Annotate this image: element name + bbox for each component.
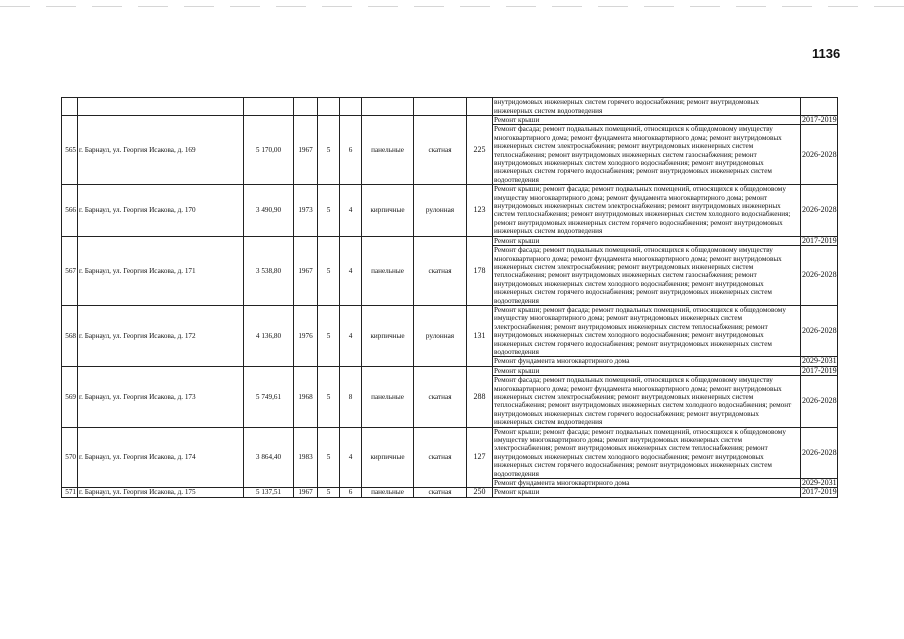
cell-address (78, 98, 244, 116)
cell-residents: 178 (467, 236, 493, 305)
cell-work-period: 2017-2019 (802, 366, 837, 375)
cell-floors: 5 (318, 305, 340, 366)
cell-work-period: 2026-2028 (801, 185, 838, 236)
cell-area: 5 749,61 (244, 366, 294, 427)
scan-artifact-line (0, 6, 904, 7)
table-row (62, 185, 838, 236)
cell-roof (414, 98, 467, 116)
cell-address: г. Барнаул, ул. Георгия Исакова, д. 171 (78, 236, 244, 305)
cell-work-period: 2017-2019 (802, 487, 837, 497)
cell-address: г. Барнаул, ул. Георгия Исакова, д. 172 (78, 305, 244, 366)
cell-year: 1976 (294, 305, 318, 366)
cell-work-period: 2026-2028 (801, 246, 838, 306)
cell-year: 1968 (294, 366, 318, 427)
cell-work-period: 2029-2031 (802, 356, 837, 366)
cell-address: г. Барнаул, ул. Георгия Исакова, д. 173 (78, 366, 244, 427)
cell-walls: панельные (362, 116, 414, 185)
cell-floors: 5 (318, 488, 340, 497)
cell-entrances: 4 (340, 305, 362, 366)
cell-work-description: Ремонт крыши; ремонт фасада; ремонт подвальных помещений, относящихся к общедомовому имуществу многоквартирного дома; ремонт внутридомовых инженерных систем электроснабжения; ремонт внутридомовых инженерных систем теплоснабжения; ремонт внутридомовых инженерных систем холодного водоснабжения; ремонт внутридомовых инженерных систем горячего водоснабжения; ремонт внутридомовых инженерных систем водоотведения (493, 427, 801, 478)
cell-work-period: 2026-2028 (801, 305, 838, 356)
cell-floors: 5 (318, 366, 340, 427)
table-row (62, 236, 838, 245)
cell-work-description: Ремонт фундамента многоквартирного дома (493, 357, 801, 366)
cell-work-description: Ремонт крыши; ремонт фасада; ремонт подвальных помещений, относящихся к общедомовому имуществу многоквартирного дома; ремонт внутридомовых инженерных систем электроснабжения; ремонт внутридомовых инженерных систем теплоснабжения; ремонт внутридомовых инженерных систем холодного водоснабжения; ремонт внутридомовых инженерных систем горячего водоснабжения; ремонт внутридомовых инженерных систем водоотведения (493, 305, 801, 356)
cell-address: г. Барнаул, ул. Георгия Исакова, д. 175 (78, 488, 244, 497)
cell-area: 3 538,80 (244, 236, 294, 305)
cell-year: 1967 (294, 236, 318, 305)
cell-work-period: 2029-2031 (802, 478, 837, 488)
cell-entrances (340, 98, 362, 116)
cell-work-description: Ремонт фасада; ремонт подвальных помещений, относящихся к общедомовому имуществу многоквартирного дома; ремонт фундамента многоквартирного дома; ремонт внутридомовых инженерных систем электроснабжения; ремонт внутридомовых инженерных систем теплоснабжения; ремонт внутридомовых инженерных систем газоснабжения; ремонт внутридомовых инженерных систем холодного водоснабжения; ремонт внутридомовых инженерных систем горячего водоснабжения; ремонт внутридомовых инженерных систем водоотведения (493, 246, 801, 306)
cell-year: 1983 (294, 427, 318, 488)
cell-work-description: Ремонт крыши (493, 116, 801, 125)
cell-num: 566 (62, 185, 78, 236)
cell-address: г. Барнаул, ул. Георгия Исакова, д. 169 (78, 116, 244, 185)
cell-work-description: Ремонт крыши (493, 488, 801, 497)
cell-floors: 5 (318, 427, 340, 488)
cell-work-period: 2026-2028 (801, 427, 838, 478)
table-row-continuation (62, 98, 838, 116)
cell-walls: панельные (362, 488, 414, 497)
cell-area: 5 137,51 (244, 488, 294, 497)
cell-residents: 288 (467, 366, 493, 427)
cell-area (244, 98, 294, 116)
cell-residents (467, 98, 493, 116)
table-row (62, 116, 838, 125)
cell-roof: скатная (414, 236, 467, 305)
cell-year: 1967 (294, 116, 318, 185)
cell-area: 3 490,90 (244, 185, 294, 236)
cell-work-description: Ремонт фасада; ремонт подвальных помещений, относящихся к общедомовому имуществу многоквартирного дома; ремонт фундамента многоквартирного дома; ремонт внутридомовых инженерных систем электроснабжения; ремонт внутридомовых инженерных систем теплоснабжения; ремонт внутридомовых инженерных систем газоснабжения; ремонт внутридомовых инженерных систем холодного водоснабжения; ремонт внутридомовых инженерных систем горячего водоснабжения; ремонт внутридомовых инженерных систем водоотведения (493, 125, 801, 185)
cell-area: 4 136,80 (244, 305, 294, 366)
page-number: 1136 (812, 46, 841, 61)
cell-work-period: 2017-2019 (802, 115, 837, 124)
cell-walls: панельные (362, 366, 414, 427)
table-body (62, 98, 838, 498)
cell-num: 568 (62, 305, 78, 366)
cell-roof: скатная (414, 366, 467, 427)
cell-residents: 131 (467, 305, 493, 366)
cell-work-period: 2026-2028 (801, 376, 838, 427)
cell-work-description: Ремонт крыши; ремонт фасада; ремонт подвальных помещений, относящихся к общедомовому имуществу многоквартирного дома; ремонт фундамента многоквартирного дома; ремонт внутридомовых инженерных систем электроснабжения; ремонт внутридомовых инженерных систем теплоснабжения; ремонт внутридомовых инженерных систем холодного водоснабжения; ремонт внутридомовых инженерных систем горячего водоснабжения; ремонт внутридомовых инженерных систем водоотведения (493, 185, 801, 236)
cell-residents: 250 (467, 488, 493, 497)
cell-num: 567 (62, 236, 78, 305)
cell-residents: 225 (467, 116, 493, 185)
cell-num: 571 (62, 488, 78, 497)
table-row (62, 366, 838, 375)
cell-walls: кирпичные (362, 305, 414, 366)
cell-floors: 5 (318, 236, 340, 305)
cell-walls: панельные (362, 236, 414, 305)
housing-repair-table (61, 97, 838, 498)
cell-floors: 5 (318, 185, 340, 236)
cell-year: 1967 (294, 488, 318, 497)
cell-address: г. Барнаул, ул. Георгия Исакова, д. 174 (78, 427, 244, 488)
cell-work-period (801, 98, 838, 116)
table-row (62, 305, 838, 356)
cell-year: 1973 (294, 185, 318, 236)
cell-roof: скатная (414, 116, 467, 185)
cell-num: 569 (62, 366, 78, 427)
cell-address: г. Барнаул, ул. Георгия Исакова, д. 170 (78, 185, 244, 236)
cell-area: 3 864,40 (244, 427, 294, 488)
cell-work-description: внутридомовых инженерных систем горячего водоснабжения; ремонт внутридомовых инженерных систем водоотведения (493, 98, 801, 116)
cell-roof: скатная (414, 427, 467, 488)
cell-walls (362, 98, 414, 116)
table-row (62, 427, 838, 478)
cell-work-description: Ремонт фасада; ремонт подвальных помещений, относящихся к общедомовому имуществу многоквартирного дома; ремонт фундамента многоквартирного дома; ремонт внутридомовых инженерных систем электроснабжения; ремонт внутридомовых инженерных систем теплоснабжения; ремонт внутридомовых инженерных систем холодного водоснабжения; ремонт внутридомовых инженерных систем горячего водоснабжения; ремонт внутридомовых инженерных систем водоотведения (493, 376, 801, 427)
cell-floors: 5 (318, 116, 340, 185)
cell-entrances: 8 (340, 366, 362, 427)
cell-floors (318, 98, 340, 116)
cell-residents: 127 (467, 427, 493, 488)
cell-num: 565 (62, 116, 78, 185)
cell-work-period: 2026-2028 (801, 125, 838, 185)
cell-year (294, 98, 318, 116)
cell-work-period: 2017-2019 (802, 236, 837, 245)
cell-walls: кирпичные (362, 185, 414, 236)
cell-roof: рулонная (414, 305, 467, 366)
cell-walls: кирпичные (362, 427, 414, 488)
cell-work-description: Ремонт крыши (493, 236, 801, 245)
cell-residents: 123 (467, 185, 493, 236)
cell-area: 5 170,00 (244, 116, 294, 185)
cell-num (62, 98, 78, 116)
cell-roof: рулонная (414, 185, 467, 236)
table-row (62, 488, 838, 497)
cell-roof: скатная (414, 488, 467, 497)
cell-entrances: 4 (340, 185, 362, 236)
cell-work-description: Ремонт крыши (493, 366, 801, 375)
cell-entrances: 4 (340, 236, 362, 305)
cell-work-description: Ремонт фундамента многоквартирного дома (493, 479, 801, 488)
cell-entrances: 6 (340, 488, 362, 497)
cell-entrances: 6 (340, 116, 362, 185)
cell-entrances: 4 (340, 427, 362, 488)
cell-num: 570 (62, 427, 78, 488)
